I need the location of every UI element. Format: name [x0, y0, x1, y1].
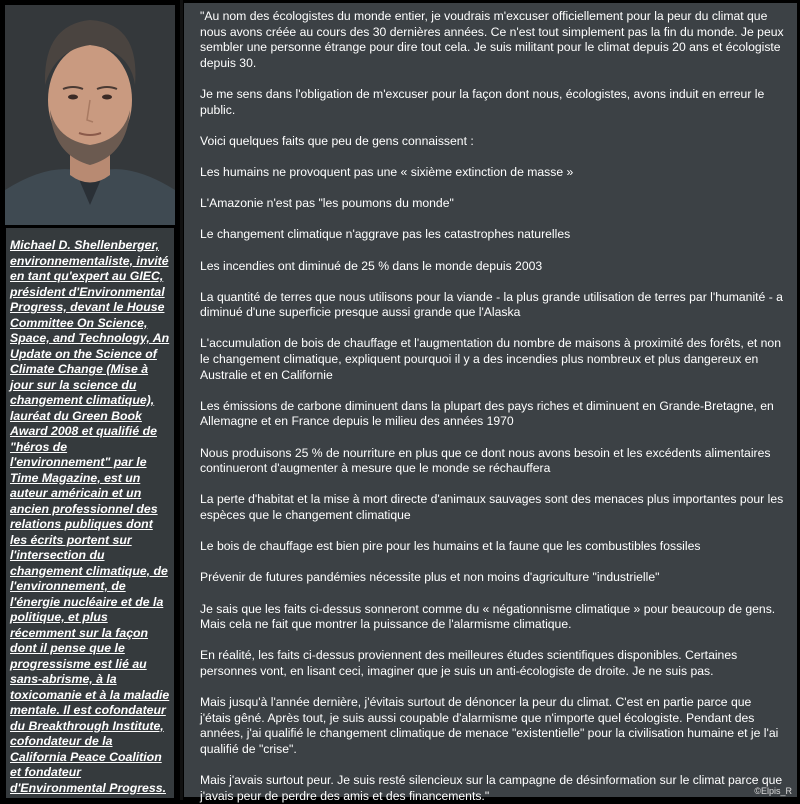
- fact-item: Les émissions de carbone diminuent dans la plupart des pays riches et diminuent en Grande-Bretagne, en Allemagne et en France depuis le milieu des années 1970: [200, 398, 774, 429]
- fact-item: Le bois de chauffage est bien pire pour les humains et la faune que les combustibles fossiles: [200, 539, 701, 554]
- author-bio: Michael D. Shellenberger, environnementaliste, invité en tant qu'expert au GIEC, président d'Environmental Progress, devant le House Committee On Science, Space, and Technology, An Update on the Science of Climate Change (Mise à jour sur la science du changement climatique), lauréat du Green Book Award 2008 et qualifié de "héros de l'environnement" par le Time Magazine, est un auteur américain et un ancien professionnel des relations publiques dont les écrits portent sur l'intersection du changement climatique, de l'environnement, de l'énergie nucléaire et de la politique, et plus récemment sur la façon dont il pense que le progressisme est lié au sans-abrisme, à la toxicomanie et à la maladie mentale. Il est cofondateur du Breakthrough Institute, cofondateur de la California Peace Coalition et fondateur d'Environmental Progress.: [6, 228, 174, 798]
- fact-item: L'Amazonie n'est pas "les poumons du monde": [200, 196, 454, 211]
- quote-paragraph: Mais j'avais surtout peur. Je suis resté silencieux sur la campagne de désinformation sur le climat parce que j'avais peur de perdre des amis et des financements.": [200, 773, 783, 803]
- quote-paragraph: Je me sens dans l'obligation de m'excuser pour la façon dont nous, écologistes, avons induit en erreur le public.: [200, 86, 765, 117]
- portrait-photo: [5, 5, 175, 225]
- column-divider: [180, 0, 183, 800]
- fact-item: La quantité de terres que nous utilisons pour la viande - la plus grande utilisation de terres par l'humanité - a diminué d'une superficie presque aussi grande que l'Alaska: [200, 289, 783, 320]
- quote-paragraph: "Au nom des écologistes du monde entier, je voudrais m'excuser officiellement pour la peur du climat que nous avons créée au cours des 30 dernières années. Ce n'est tout simplement pas la fin du monde. Je peux sembler une personne étrange pour dire tout cela. Je suis militant pour le climat depuis 20 ans et écologiste depuis 30.: [200, 9, 784, 70]
- fact-item: Prévenir de futures pandémies nécessite plus et non moins d'agriculture "industrielle": [200, 570, 660, 585]
- quote-paragraph: Je sais que les faits ci-dessus sonneront comme du « négationnisme climatique » pour beaucoup de gens. Mais cela ne fait que montrer la puissance de l'alarmisme climatique.: [200, 601, 776, 632]
- fact-item: Les incendies ont diminué de 25 % dans le monde depuis 2003: [200, 258, 543, 273]
- fact-item: Nous produisons 25 % de nourriture en plus que ce dont nous avons besoin et les excédents alimentaires continueront d'augmenter à mesure que le monde se réchauffera: [200, 445, 771, 476]
- credit-watermark: ©Elpis_R: [754, 786, 792, 796]
- fact-item: La perte d'habitat et la mise à mort directe d'animaux sauvages sont des menaces plus importantes pour les espèces que le changement climatique: [200, 492, 784, 522]
- fact-item: L'accumulation de bois de chauffage et l'augmentation du nombre de maisons à proximité des forêts, et non le changement climatique, expliquent pourquoi il y a des incendies plus nombreux et plus dangereux en Australie et en Californie: [200, 336, 781, 382]
- quote-panel: [184, 3, 797, 803]
- left-column: [2, 2, 177, 798]
- quote-paragraph: Mais jusqu'à l'année dernière, j'évitais surtout de dénoncer la peur du climat. C'est en partie parce que j'étais gêné. Après tout, je suis aussi coupable d'alarmisme que n'importe quel écologiste. Pendant des années, j'ai qualifié le changement climatique de menace "existentielle" pour la civilisation humaine et je l'ai qualifié de "crise".: [200, 695, 779, 756]
- quote-paragraph: Voici quelques faits que peu de gens connaissent :: [200, 133, 474, 148]
- fact-item: Le changement climatique n'aggrave pas les catastrophes naturelles: [200, 227, 571, 242]
- fact-item: Les humains ne provoquent pas une « sixième extinction de masse »: [200, 164, 574, 179]
- quote-paragraph: En réalité, les faits ci-dessus proviennent des meilleures études scientifiques disponibles. Certaines personnes vont, en lisant ceci, imaginer que je suis un anti-écologiste de droite. Je ne suis pas.: [200, 648, 738, 678]
